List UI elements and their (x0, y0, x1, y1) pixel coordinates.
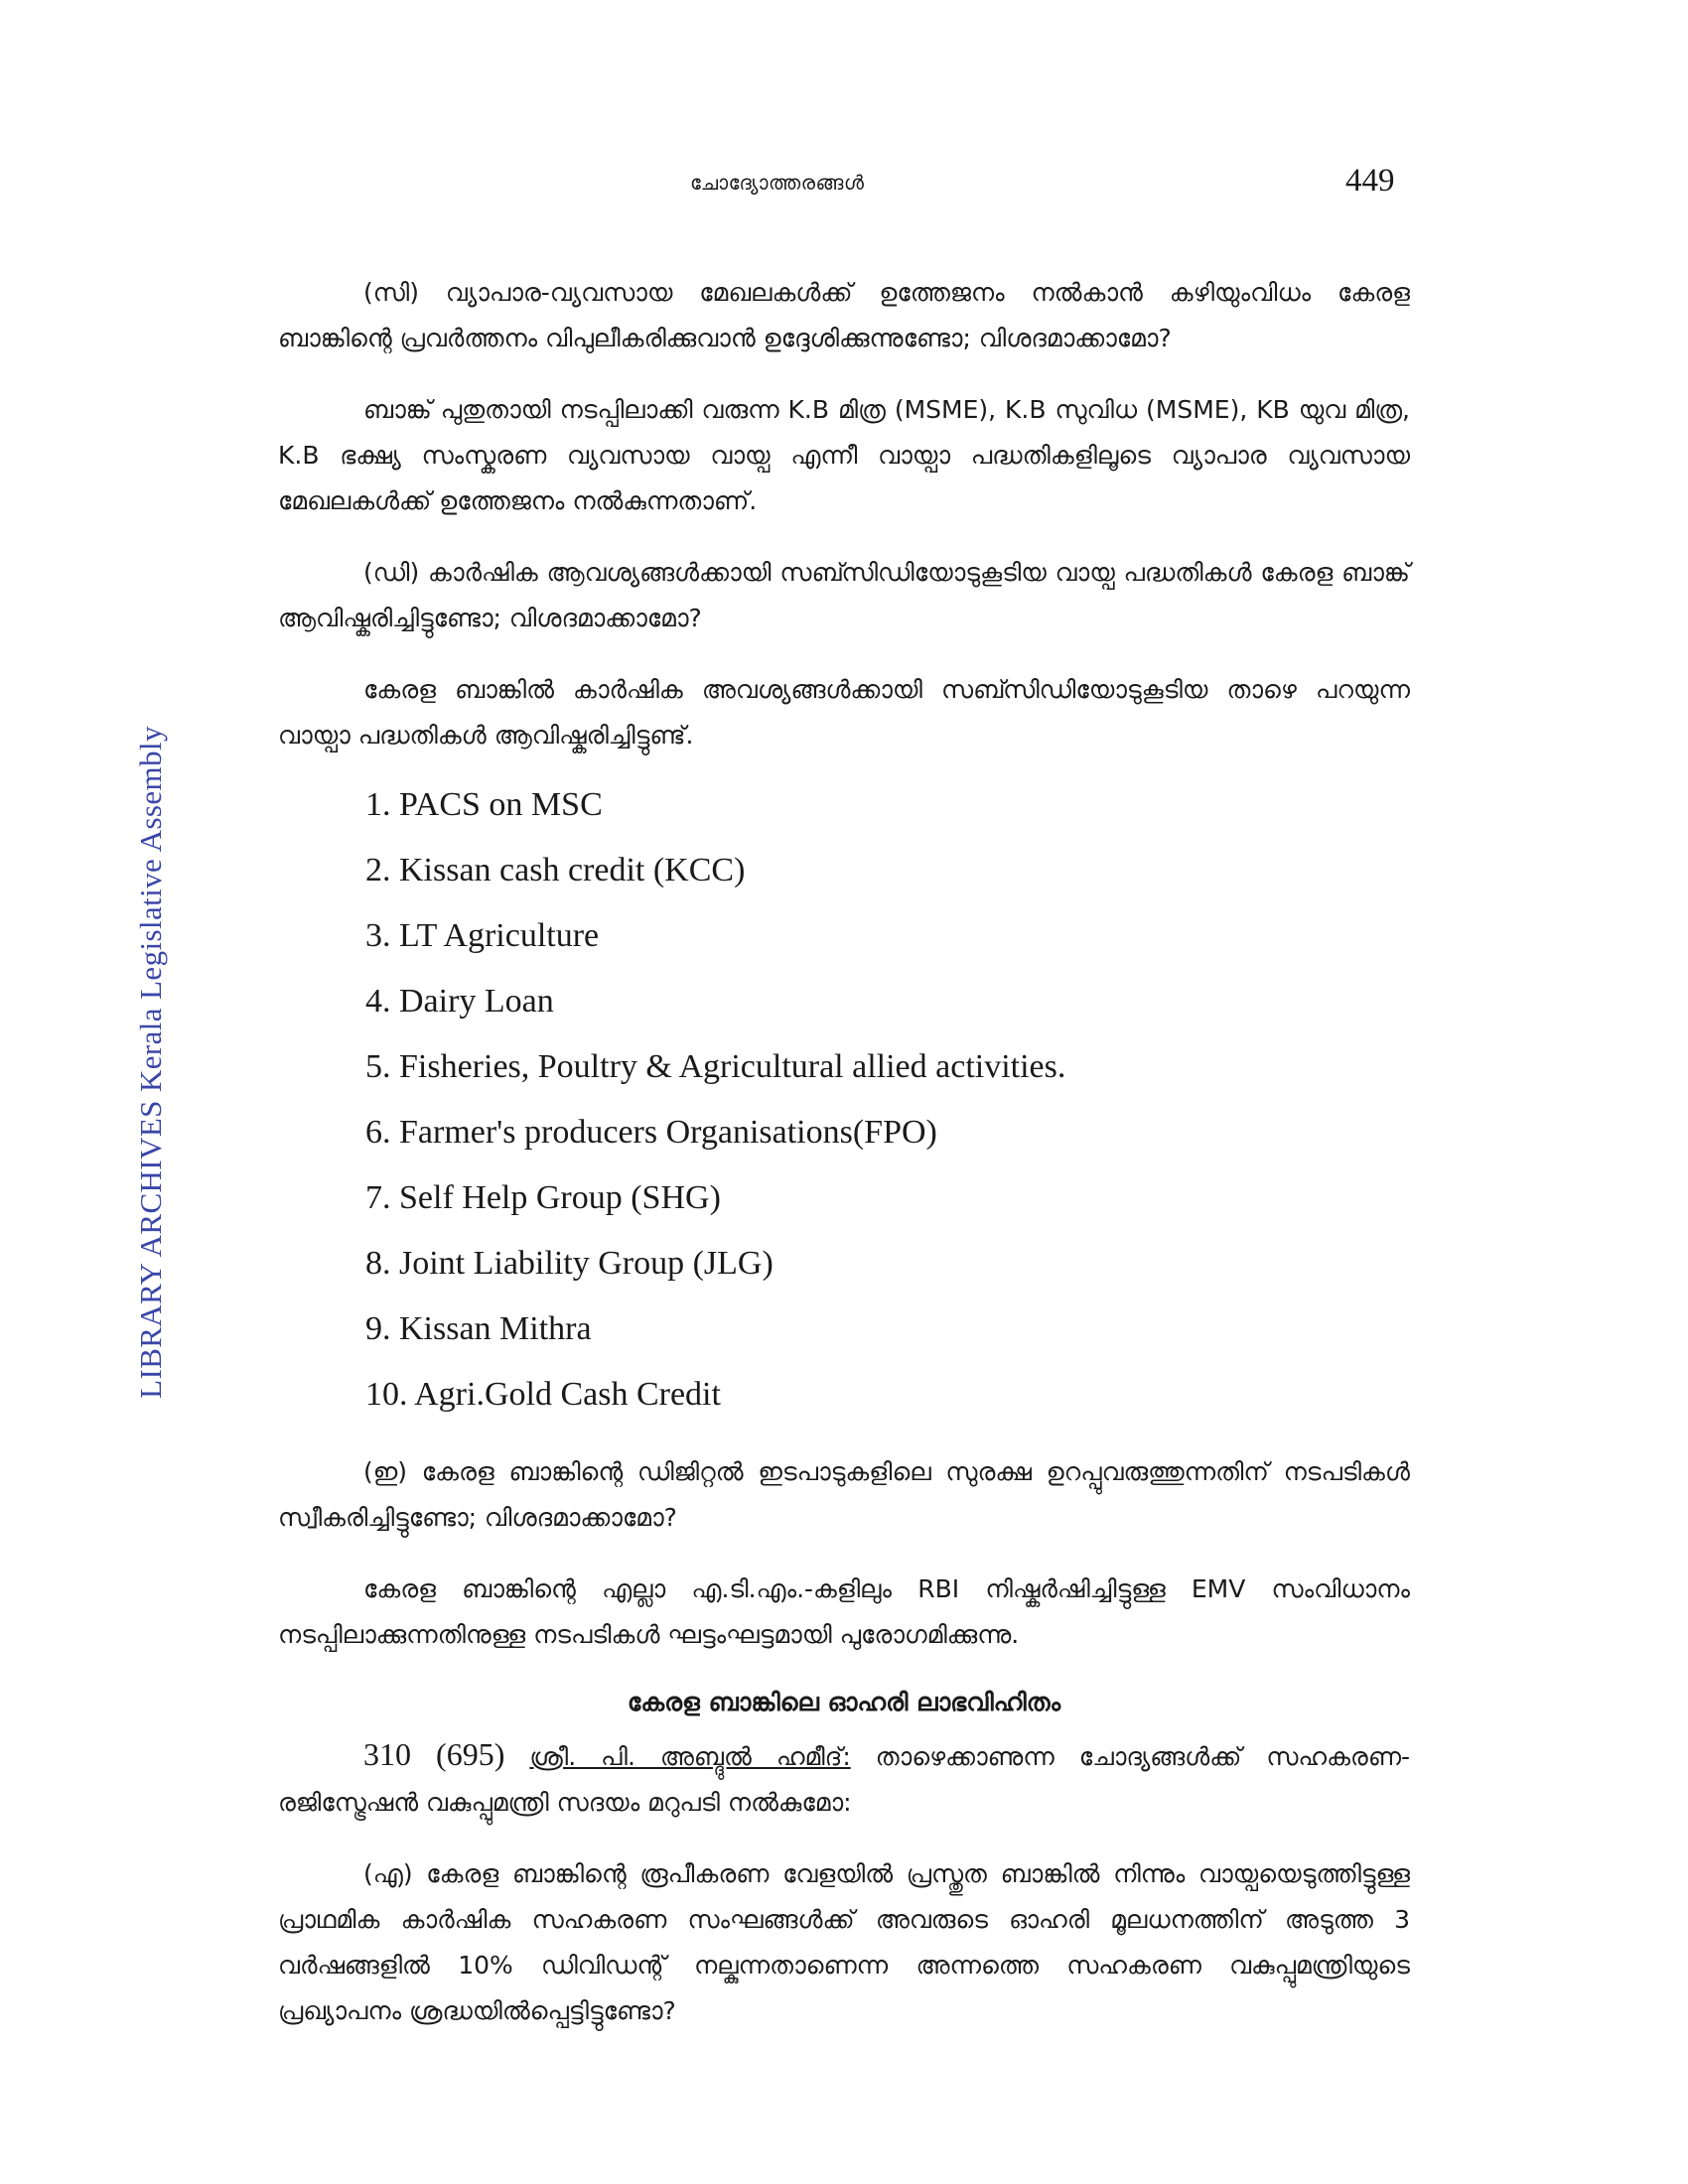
list-item: 10. Agri.Gold Cash Credit (365, 1376, 721, 1413)
list-item: 2. Kissan cash credit (KCC) (365, 852, 746, 888)
list-item: 1. PACS on MSC (365, 786, 603, 823)
answer-c: ബാങ്ക് പുതുതായി നടപ്പിലാക്കി വരുന്ന K.B മിത്ര (MSME), K.B സുവിധ (MSME), KB യുവ മിത്ര, K.B ഭക്ഷ്യ സംസ്കരണ വ്യവസായ വായ്പ എന്നീ വായ്പാ പദ്ധതികളിലൂടെ വ്യാപാര വ്യവസായ മേഖലകൾക്ക് ഉത്തേജനം നൽകുന്നതാണ്. (278, 395, 1410, 515)
list-item: 5. Fisheries, Poultry & Agricultural allied activities. (365, 1048, 1066, 1085)
question-e: (ഇ) കേരള ബാങ്കിന്റെ ഡിജിറ്റൽ ഇടപാടുകളിലെ സുരക്ഷ ഉറപ്പുവരുത്തുന്നതിന് നടപടികൾ സ്വീകരിച്ചിട്ടുണ്ടോ; വിശദമാക്കാമോ? (278, 1457, 1410, 1532)
list-item: 8. Joint Liability Group (JLG) (365, 1245, 774, 1282)
section-heading: കേരള ബാങ്കിലെ ഓഹരി ലാഭവിഹിതം (627, 1688, 1061, 1716)
question-310 (278, 1731, 1410, 1826)
page-number: 449 (1345, 163, 1395, 199)
question-a: (എ) കേരള ബാങ്കിന്റെ രൂപീകരണ വേളയിൽ പ്രസ്തുത ബാങ്കിൽ നിന്നും വായ്പയെടുത്തിട്ടുള്ള പ്രാഥമിക കാർഷിക സഹകരണ സംഘങ്ങൾക്ക് അവരുടെ ഓഹരി മൂലധനത്തിന് അടുത്ത 3 വർഷങ്ങളിൽ 10% ഡിവിഡന്റ് നല്കുന്നതാണെന്ന അന്നത്തെ സഹകരണ വകുപ്പുമന്ത്രിയുടെ പ്രഖ്യാപനം ശ്രദ്ധയിൽപ്പെട്ടിട്ടുണ്ടോ? (278, 1859, 1410, 2025)
list-item: 4. Dairy Loan (365, 983, 554, 1020)
answer-e: കേരള ബാങ്കിന്റെ എല്ലാ എ.ടി.എം.-കളിലും RBI നിഷ്കർഷിച്ചിട്ടുള്ള EMV സംവിധാനം നടപ്പിലാക്കുന്നതിനുള്ള നടപടികൾ ഘട്ടംഘട്ടമായി പുരോഗമിക്കുന്നു. (278, 1574, 1410, 1649)
question-d: (ഡി) കാർഷിക ആവശ്യങ്ങൾക്കായി സബ്സിഡിയോടുകൂടിയ വായ്പ പദ്ധതികൾ കേരള ബാങ്ക് ആവിഷ്കരിച്ചിട്ടുണ്ടോ; വിശദമാക്കാമോ? (278, 558, 1410, 632)
list-item: 9. Kissan Mithra (365, 1310, 592, 1347)
question-number: 310 (695) (363, 1736, 505, 1772)
list-item: 7. Self Help Group (SHG) (365, 1179, 721, 1216)
scheme-list (278, 772, 1410, 1428)
archive-watermark: LIBRARY ARCHIVES Kerala Legislative Assembly (133, 726, 168, 1399)
question-c: (സി) വ്യാപാര-വ്യവസായ മേഖലകൾക്ക് ഉത്തേജനം നൽകാൻ കഴിയുംവിധം കേരള ബാങ്കിന്റെ പ്രവർത്തനം വിപുലീകരിക്കുവാൻ ഉദ്ദേശിക്കുന്നുണ്ടോ; വിശദമാക്കാമോ? (278, 278, 1410, 352)
question-310-text: താഴെക്കാണുന്ന ചോദ്യങ്ങൾക്ക് സഹകരണ-രജിസ്ട്രേഷൻ വകുപ്പുമന്ത്രി സദയം മറുപടി നൽകുമോ: (278, 1742, 1411, 1817)
member-name: ശ്രീ. പി. അബ്ദുൽ ഹമീദ്: (529, 1742, 851, 1771)
document-body (278, 270, 1410, 2034)
list-item: 3. LT Agriculture (365, 917, 600, 954)
answer-d: കേരള ബാങ്കിൽ കാർഷിക അവശ്യങ്ങൾക്കായി സബ്സിഡിയോടുകൂടിയ താഴെ പറയുന്ന വായ്പാ പദ്ധതികൾ ആവിഷ്കരിച്ചിട്ടുണ്ട്. (278, 675, 1410, 750)
running-head: ചോദ്യോത്തരങ്ങൾ (690, 171, 865, 195)
list-item: 6. Farmer's producers Organisations(FPO) (365, 1114, 937, 1151)
